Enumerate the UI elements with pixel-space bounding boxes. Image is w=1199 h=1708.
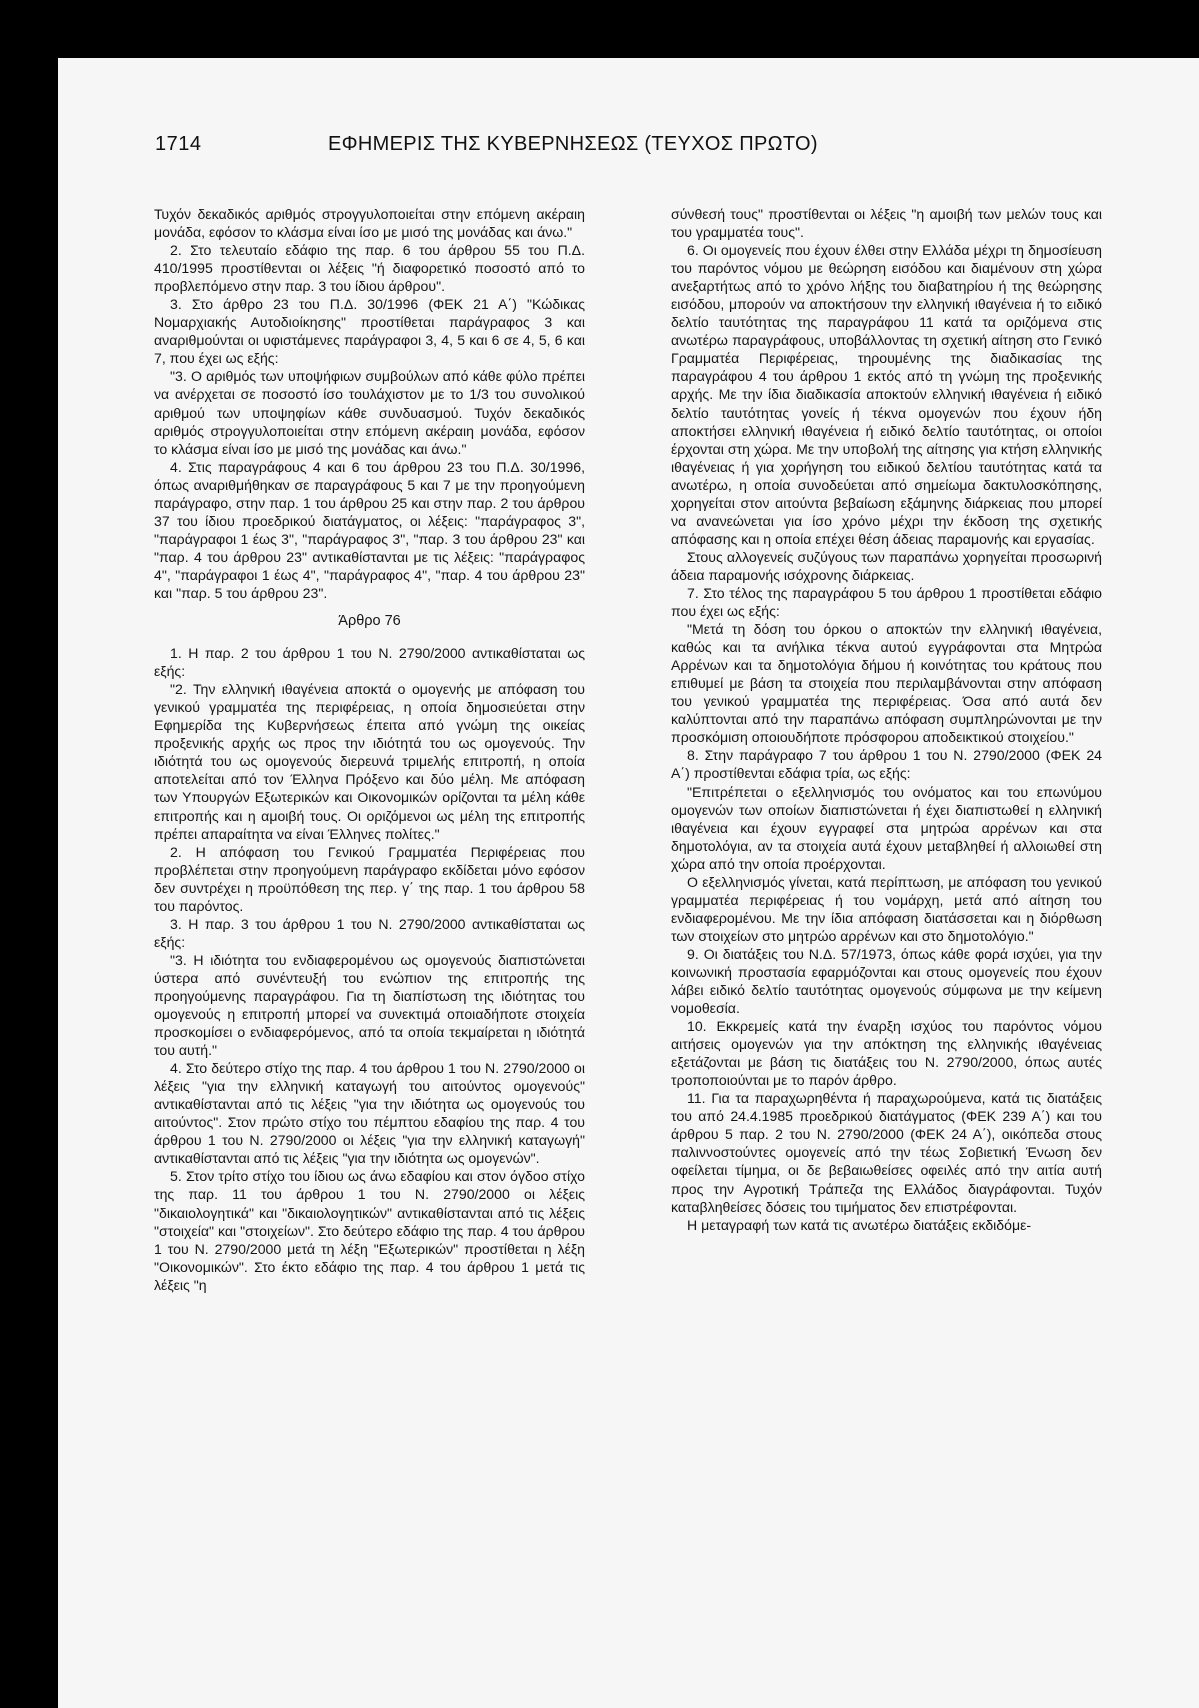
paragraph: 3. Στο άρθρο 23 του Π.Δ. 30/1996 (ΦΕΚ 21 Α΄) "Κώδικας Νομαρχιακής Αυτοδιοίκησης" προστίθεται παράγραφος 3 και αναριθμούνται οι υφιστάμενες παράγραφοι 3, 4, 5 και 6 σε 4, 5, 6 και 7, που έχει ως εξής: [154, 296, 585, 367]
paragraph: 1. Η παρ. 2 του άρθρου 1 του Ν. 2790/2000 αντικαθίσταται ως εξής: [154, 645, 585, 680]
paragraph: 8. Στην παράγραφο 7 του άρθρου 1 του Ν. 2790/2000 (ΦΕΚ 24 Α΄) προστίθενται εδάφια τρία, ως εξής: [671, 747, 1102, 782]
page-number: 1714 [155, 133, 202, 155]
page-header [58, 58, 1199, 206]
paragraph: 2. Στο τελευταίο εδάφιο της παρ. 6 του άρθρου 55 του Π.Δ. 410/1995 προστίθενται οι λέξεις "ή διαφορετικό ποσοστό από το προβλεπόμενο στην παρ. 3 του ίδιου άρθρου". [154, 242, 585, 295]
paragraph: Τυχόν δεκαδικός αριθμός στρογγυλοποιείται στην επόμενη ακέραιη μονάδα, εφόσον το κλάσμα είναι ίσο με μισό της μονάδας και άνω." [154, 206, 585, 241]
paragraph: "Επιτρέπεται ο εξελληνισμός του ονόματος και του επωνύμου ομογενών των οποίων διαπιστώνεται ή έχει διαπιστωθεί η ελληνική ιθαγένεια και έχουν εγγραφεί στα μητρώα αρρένων και στα δημοτολόγια, αν τα στοιχεία αυτά έχουν μεταβληθεί ή αλλοιωθεί στη χώρα από την οποία προέρχονται. [671, 783, 1102, 872]
paragraph: 7. Στο τέλος της παραγράφου 5 του άρθρου 1 προστίθεται εδάφιο που έχει ως εξής: [671, 584, 1102, 620]
paragraph: Η μεταγραφή των κατά τις ανωτέρω διατάξεις εκδιδόμε- [687, 1216, 1032, 1233]
paragraph: "Μετά τη δόση του όρκου ο αποκτών την ελληνική ιθαγένεια, καθώς και τα ανήλικα τέκνα αυτού εγγράφονται στα Μητρώα Αρρένων και τα δημοτολόγια δήμου ή κοινότητας του κράτους που επιθυμεί με βάση τα στοιχεία που περιλαμβάνονται στην απόφαση του γενικού γραμματέα της περιφέρειας. Όσα από αυτά δεν καλύπτονται από την παραπάνω απόφαση συμπληρώνονται με την προσκόμιση οποιουδήποτε πρόσφορου αποδεικτικού στοιχείου." [671, 621, 1102, 746]
paragraph: "3. Ο αριθμός των υποψήφιων συμβούλων από κάθε φύλο πρέπει να ανέρχεται σε ποσοστό ίσο τουλάχιστον με το 1/3 του συνολικού αριθμού των υποψηφίων κάθε συνδυασμού. Τυχόν δεκαδικός αριθμός στρογγυλοποιείται στην επόμενη ακέραιη μονάδα, εφόσον το κλάσμα είναι ίσο με μισό της μονάδας και άνω." [154, 368, 585, 457]
paragraph: "2. Την ελληνική ιθαγένεια αποκτά ο ομογενής με απόφαση του γενικού γραμματέα της περιφέρειας, η οποία δημοσιεύεται στην Εφημερίδα της Κυβερνήσεως έπειτα από γνώμη της οικείας προξενικής αρχής ως προς την ιδιότητά του ως ομογενούς. Την ιδιότητά του ως ομογενούς διερευνά τριμελής επιτροπή, η οποία αποτελείται από τον Έλληνα Πρόξενο και δύο μέλη. Με απόφαση των Υπουργών Εξωτερικών και Οικονομικών ορίζονται τα μέλη κάθε επιτροπής και η αμοιβή τους. Οι οριζόμενοι ως μέλη της επιτροπής πρέπει απαραίτητα να είναι Έλληνες πολίτες." [154, 681, 585, 842]
paragraph: "3. Η ιδιότητα του ενδιαφερομένου ως ομογενούς διαπιστώνεται ύστερα από συνέντευξή του ενώπιον της επιτροπής της προηγούμενης παραγράφου. Για τη διαπίστωση της ιδιότητας του ομογενούς η επιτροπή μπορεί να συνεκτιμά οποιαδήποτε στοιχεία προσκομίσει ο ενδιαφερόμενος, από τα οποία τεκμαίρεται η ιδιότητά του αυτή." [154, 951, 585, 1059]
paragraph: 4. Στις παραγράφους 4 και 6 του άρθρου 23 του Π.Δ. 30/1996, όπως αναριθμήθηκαν σε παραγράφους 5 και 7 με την προηγούμενη παράγραφο, στην παρ. 1 του άρθρου 25 και στην παρ. 2 του άρθρου 37 του ίδιου προεδρικού διατάγματος, οι λέξεις: "παράγραφος 3", "παράγραφοι 1 έως 3", "παράγραφος 3", "παρ. 3 του άρθρου 23" και "παρ. 4 του άρθρου 23" αντικαθίστανται με τις λέξεις: "παράγραφος 4", "παράγραφοι 1 έως 4", "παράγραφος 4", "παρ. 4 του άρθρου 23" και "παρ. 5 του άρθρου 23". [154, 458, 585, 601]
paragraph: 3. Η παρ. 3 του άρθρου 1 του Ν. 2790/2000 αντικαθίσταται ως εξής: [154, 915, 585, 950]
paragraph: 9. Οι διατάξεις του Ν.Δ. 57/1973, όπως κάθε φορά ισχύει, για την κοινωνική προστασία εφαρμόζονται και στους ομογενείς που έχουν λάβει ειδικό δελτίο ταυτότητας ομογενούς σύμφωνα με την κείμενη νομοθεσία. [671, 945, 1102, 1017]
paragraph: Στους αλλογενείς συζύγους των παραπάνω χορηγείται προσωρινή άδεια παραμονής ισόχρονης διάρκειας. [671, 548, 1102, 583]
paragraph: 10. Εκκρεμείς κατά την έναρξη ισχύος του παρόντος νόμου αιτήσεις ομογενών για την απόκτηση της ελληνικής ιθαγένειας εξετάζονται με βάση τις διατάξεις του Ν. 2790/2000, όπως αυτές τροποποιούνται με το παρόν άρθρο. [671, 1018, 1102, 1089]
document-page [58, 58, 1199, 1708]
paragraph: 11. Για τα παραχωρηθέντα ή παραχωρούμενα, κατά τις διατάξεις του από 24.4.1985 προεδρικού διατάγματος (ΦΕΚ 239 Α΄) και του άρθρου 5 παρ. 2 του Ν. 2790/2000 (ΦΕΚ 24 Α΄), οικόπεδα στους παλιννοστούντες ομογενείς από την τέως Σοβιετική Ένωση δεν οφείλεται τίμημα, οι δε βεβαιωθείσες οφειλές από την αιτία αυτή προς την Αγροτική Τράπεζα της Ελλάδος διαγράφονται. Τυχόν καταβληθείσες δόσεις του τιμήματος δεν επιστρέφονται. [671, 1090, 1102, 1215]
paragraph: σύνθεσή τους" προστίθενται οι λέξεις "η αμοιβή των μελών τους και του γραμματέα τους". [671, 206, 1102, 241]
gazette-title: ΕΦΗΜΕΡΙΣ ΤΗΣ ΚΥΒΕΡΝΗΣΕΩΣ (ΤΕΥΧΟΣ ΠΡΩΤΟ) [328, 133, 818, 155]
paragraph: 6. Οι ομογενείς που έχουν έλθει στην Ελλάδα μέχρι τη δημοσίευση του παρόντος νόμου με θεώρηση εισόδου και διαμένουν στη χώρα ανεξαρτήτως από το χρόνο λήξης του διαβατηρίου ή της θεώρησης εισόδου, μπορούν να αποκτήσουν την ελληνική ιθαγένεια ή το ειδικό δελτίο ταυτότητας της παραγράφου 11 κατά τα οριζόμενα στις ανωτέρω παραγράφους, υποβάλλοντας τη σχετική αίτηση στο Γενικό Γραμματέα Περιφέρειας, τηρουμένης της διαδικασίας της παραγράφου 4 του άρθρου 1 εκτός από τη γνώμη της προξενικής αρχής. Με την ίδια διαδικασία αποκτούν ελληνική ιθαγένεια ή ειδικό δελτίο ταυτότητας γονείς ή τέκνα ομογενών που έχουν ήδη αποκτήσει ελληνική ιθαγένεια ή ειδικό δελτίο ταυτότητας, οι οποίοι έρχονται στη χώρα. Με την υποβολή της αίτησης για κτήση ελληνικής ιθαγένειας ή για χορήγηση του ειδικού δελτίου ταυτότητας κατά τα ανωτέρω, η οποία συνοδεύεται από σημείωμα δακτυλοσκόπησης, χορηγείται στον αιτούντα βεβαίωση εξάμηνης διάρκειας που μπορεί να ανανεώνεται για ίσο χρόνο μέχρι την έκδοση της σχετικής απόφασης και η οποία επέχει θέση άδειας παραμονής και εργασίας. [671, 242, 1102, 547]
paragraph: 5. Στον τρίτο στίχο του ίδιου ως άνω εδαφίου και στον όγδοο στίχο της παρ. 11 του άρθρου 1 του Ν. 2790/2000 οι λέξεις "δικαιολογητικά" και "δικαιολογητικών" αντικαθίστανται από τις λέξεις "στοιχεία" και "στοιχείων". Στο δεύτερο εδάφιο της παρ. 4 του άρθρου 1 του Ν. 2790/2000 μετά τη λέξη "Εξωτερικών" προστίθεται η λέξη "Οικονομικών". Στο έκτο εδάφιο της παρ. 4 του άρθρου 1 μετά τις λέξεις "η [154, 1168, 585, 1293]
paragraph: 4. Στο δεύτερο στίχο της παρ. 4 του άρθρου 1 του Ν. 2790/2000 οι λέξεις "για την ελληνική καταγωγή του αιτούντος ομογενούς" αντικαθίστανται από τις λέξεις "για την ιδιότητα ως ομογενούς του αιτούντος". Στον πρώτο στίχο του πέμπτου εδαφίου της παρ. 4 του άρθρου 1 του Ν. 2790/2000 οι λέξεις "για την ελληνική καταγωγή" αντικαθίστανται από τις λέξεις "για την ιδιότητα ως ομογενών". [154, 1060, 585, 1167]
left-column [154, 205, 585, 1294]
paragraph: 2. Η απόφαση του Γενικού Γραμματέα Περιφέρειας που προβλέπεται στην προηγούμενη παράγραφο εκδίδεται μόνο εφόσον δεν συντρέχει η προϋπόθεση της περ. γ΄ της παρ. 1 του άρθρου 58 του παρόντος. [154, 843, 585, 914]
article-heading: Άρθρο 76 [338, 613, 401, 630]
right-column [671, 205, 1102, 1234]
paragraph: Ο εξελληνισμός γίνεται, κατά περίπτωση, με απόφαση του γενικού γραμματέα περιφέρειας ή του νομάρχη, μετά από αίτηση του ενδιαφερομένου. Με την ίδια απόφαση διατάσσεται και η διόρθωση των στοιχείων στο μητρώο αρρένων και στο δημοτολόγιο." [671, 873, 1102, 944]
